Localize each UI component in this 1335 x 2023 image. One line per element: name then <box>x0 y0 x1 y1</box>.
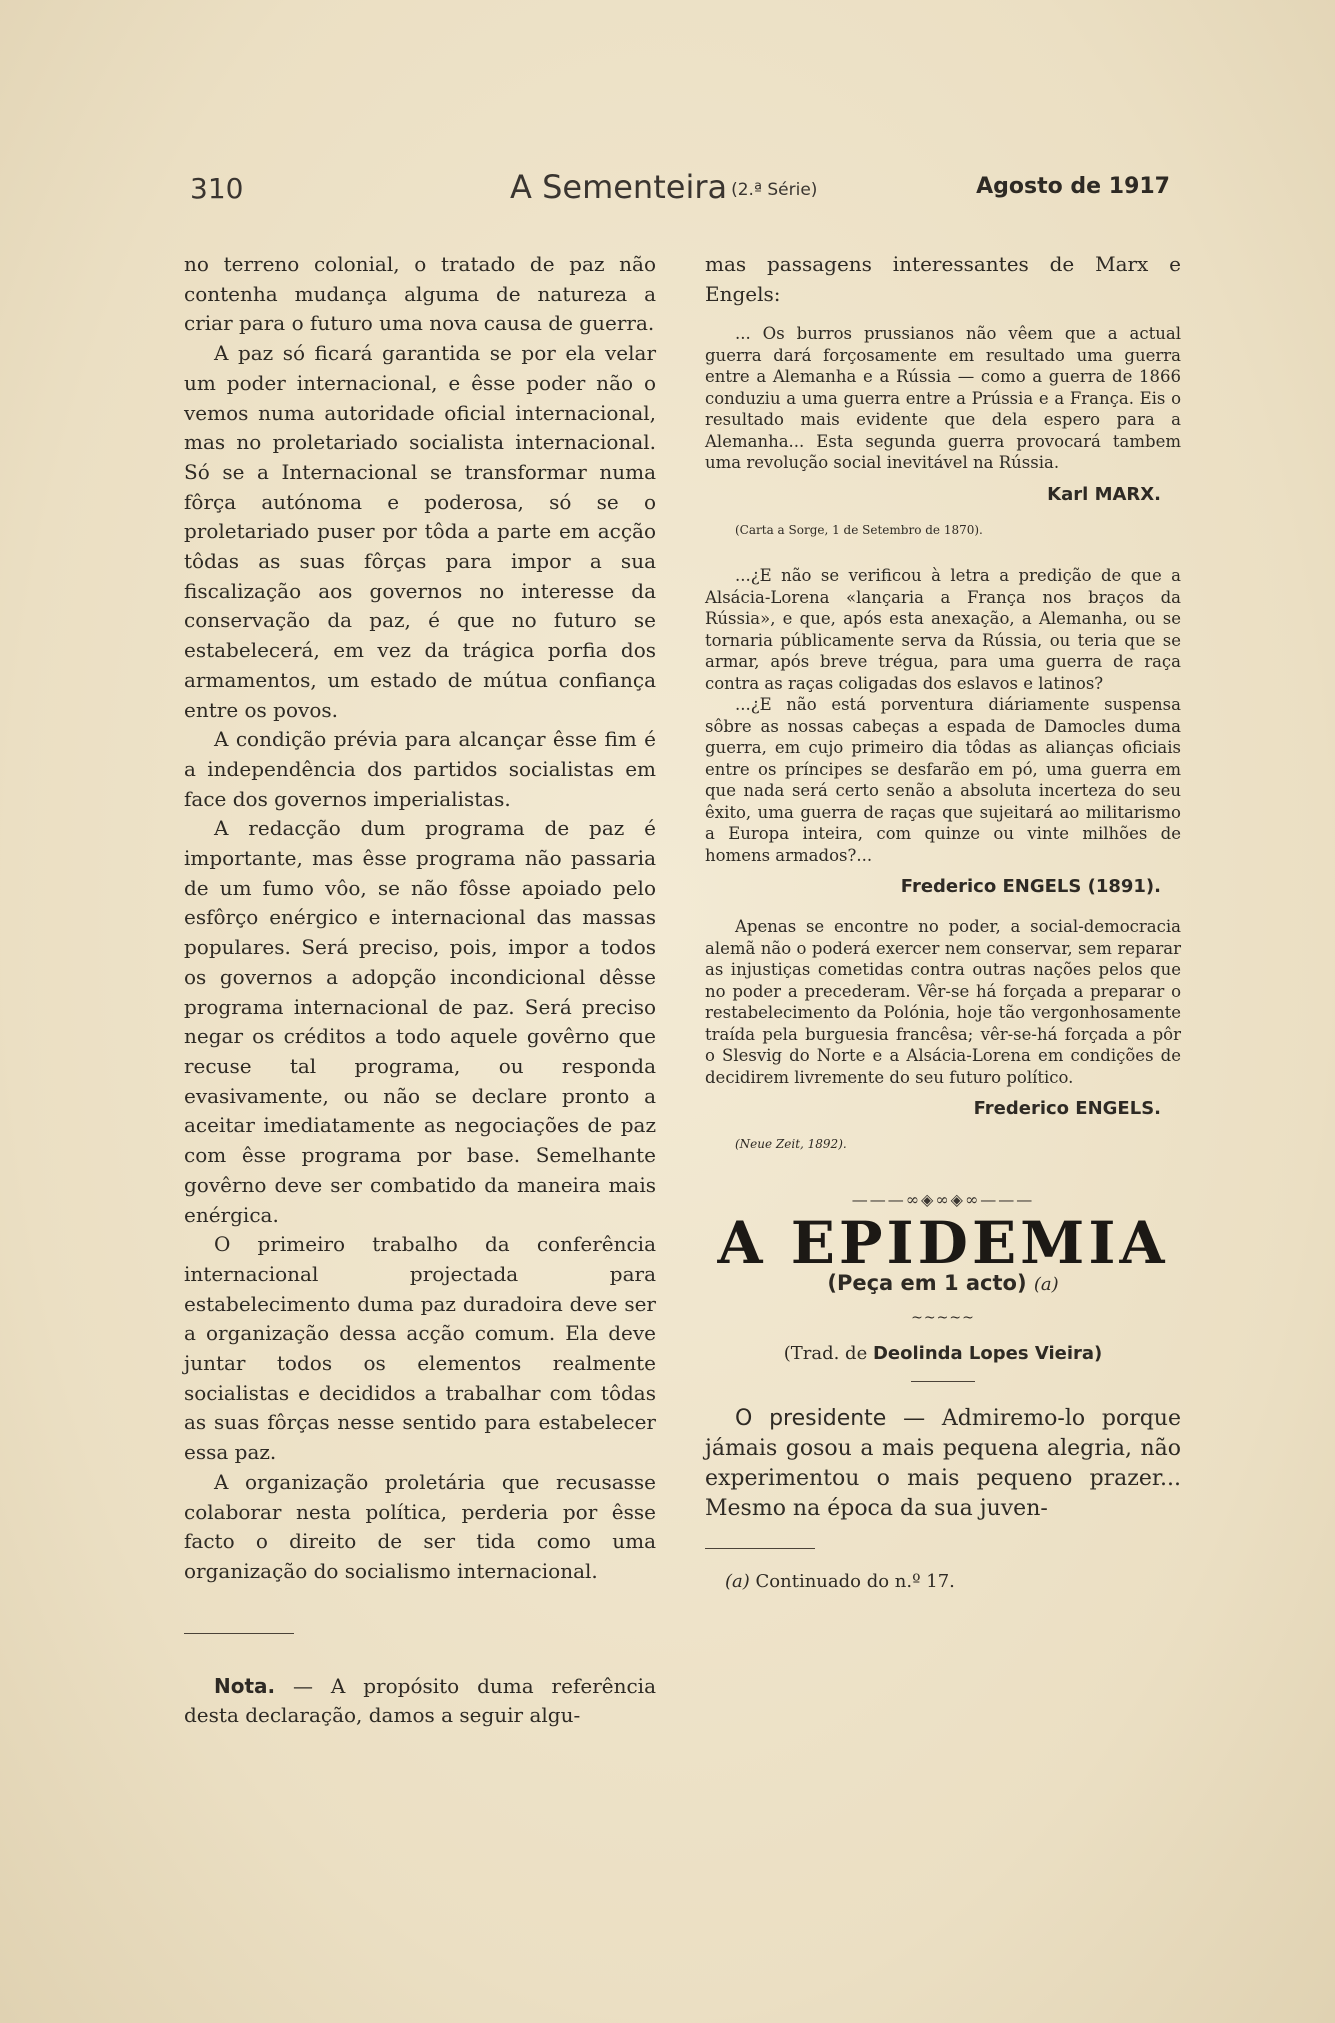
speech-text: — Admiremo-lo porque jámais gosou a mais pequena alegria, não experimentou o mais pequeno prazer... Mesmo na época da sua juven- <box>705 1405 1181 1521</box>
journal-name: A Sementeira <box>510 168 728 206</box>
page-header <box>180 168 1180 208</box>
play-title: A EPIDEMIA <box>717 1209 1169 1278</box>
marx-source: (Carta a Sorge, 1 de Setembro de 1870). <box>735 522 983 537</box>
speaker-name: O presidente <box>735 1405 887 1431</box>
footnote-text: Continuado do n.º 17. <box>749 1570 955 1592</box>
left-paragraph-4: A redacção dum programa de paz é importante, mas êsse programa não passaria de um fumo vôo, se não fôsse apoiado pelo esfôrço enérgico e internacional das massas populares. Será preciso, pois, impor a todos os governos a adopção incondicional dêsse programa internacional de paz. Será preciso negar os créditos a todo aquele govêrno que recuse tal programa, ou responda evasivamente, ou não se declare pronto a aceitar imediatamente as negociações de paz com êsse programa por base. Semelhante govêrno deve ser combatido da maneira mais enérgica. <box>184 816 656 1227</box>
marx-engels-intro: mas passagens interessantes de Marx e Engels: <box>705 252 1181 306</box>
nota-text: — A propósito duma referência desta declaração, damos a seguir algu- <box>184 1673 656 1728</box>
page-number: 310 <box>190 172 244 205</box>
journal-series: (2.ª Série) <box>731 180 818 200</box>
short-divider <box>911 1381 975 1382</box>
journal-title <box>510 168 817 206</box>
marx-signature: Karl MARX. <box>1047 483 1161 505</box>
engels-signature-1: Frederico ENGELS (1891). <box>900 876 1161 898</box>
left-paragraph-2: A paz só ficará garantida se por ela velar um poder internacional, e êsse poder não o vemos numa autoridade oficial internacional, mas no proletariado socialista internacional. Só se a Internacional se transformar numa fôrça autónoma e poderosa, só se o proletariado puser por tôda a parte em acção tôdas as suas fôrças para impor a sua fiscalização aos governos no interesse da conservação da paz, é que no futuro se estabelecerá, em vez da trágica porfia dos armamentos, um estado de mútua confiança entre os povos. <box>184 341 656 722</box>
translator-name: Deolinda Lopes Vieira) <box>872 1343 1103 1365</box>
engels-quote-2: Apenas se encontre no poder, a social-democracia alemã não o poderá exercer nem conservar, sem reparar as injustiças cometidas contra outras nações pelos que no poder a precederam. Vêr-se há forçada a preparar o restabelecimento da Polónia, hoje tão vergonhosamente traída pela burguesia francêsa; vêr-se-há forçada a pôr o Slesvig do Norte e a Alsácia-Lorena em condições de decidirem livremente do seu futuro político. <box>705 917 1181 1087</box>
nota-paragraph <box>184 1672 656 1731</box>
left-paragraph-1: no terreno colonial, o tratado de paz não contenha mudança alguma de natureza a criar para o futuro uma nova causa de guerra. <box>184 252 656 336</box>
wavy-divider: ~~~~~ <box>911 1309 975 1326</box>
play-dialogue <box>705 1404 1181 1524</box>
engels-signature-2: Frederico ENGELS. <box>973 1098 1161 1120</box>
footnote-divider <box>705 1548 815 1549</box>
footnote-mark: (a) <box>725 1570 750 1592</box>
engels-quote-1b: ...¿E não está porventura diáriamente suspensa sôbre as nossas cabeças a espada de Damocles duma guerra, em cujo primeiro dia tôdas as alianças oficiais entre os príncipes se desfarão em pó, uma guerra em que nada será certo senão a absoluta incerteza do seu êxito, uma guerra de raças que sujeitará ao militarismo a Europa inteira, com quinze ou vinte milhões de homens armados?... <box>705 695 1181 865</box>
play-footnote-ref: (a) <box>1033 1273 1059 1295</box>
nota-label: Nota. <box>214 1673 276 1698</box>
translator-line <box>705 1339 1181 1369</box>
left-divider <box>184 1633 294 1634</box>
ornament-divider: ———∞◈∞◈∞——— <box>851 1190 1035 1210</box>
footnote <box>725 1567 1181 1597</box>
left-column <box>184 250 656 1731</box>
left-paragraph-5: O primeiro trabalho da conferência internacional projectada para estabelecimento duma paz duradoira deve ser a organização dessa acção comum. Ela deve juntar todos os elementos realmente socialistas e decididos a trabalhar com tôdas as suas fôrças nesse sentido para estabelecer essa paz. <box>184 1232 656 1465</box>
left-paragraph-6: A organização proletária que recusasse colaborar nesta política, perderia por êsse facto o direito de ser tida como uma organização do socialismo internacional. <box>184 1469 656 1583</box>
right-column <box>705 250 1181 1597</box>
translator-prefix: (Trad. de <box>783 1343 868 1365</box>
marx-quote: ... Os burros prussianos não vêem que a actual guerra dará forçosamente em resultado uma guerra entre a Alemanha e a Rússia — como a guerra de 1866 conduziu a uma guerra entre a Prússia e a França. Eis o resultado mais evidente que dela espero para a Alemanha... Esta segunda guerra provocará tambem uma revolução social inevitável na Rússia. <box>705 324 1181 473</box>
left-paragraph-3: A condição prévia para alcançar êsse fim é a independência dos partidos socialistas em face dos governos imperialistas. <box>184 727 656 811</box>
issue-date: Agosto de 1917 <box>976 174 1170 199</box>
play-subtitle: (Peça em 1 acto) <box>827 1270 1027 1295</box>
engels-quote-1a: ...¿E não se verificou à letra a predição de que a Alsácia-Lorena «lançaria a França nos braços da Rússia», e que, após esta anexação, a Alemanha, ou se tornaria públicamente serva da Rússia, ou teria que se armar, após breve trégua, para uma guerra de raça contra as raças coligadas dos eslavos e latinos? <box>705 566 1181 693</box>
engels-source-2: (Neue Zeit, 1892). <box>735 1136 847 1151</box>
